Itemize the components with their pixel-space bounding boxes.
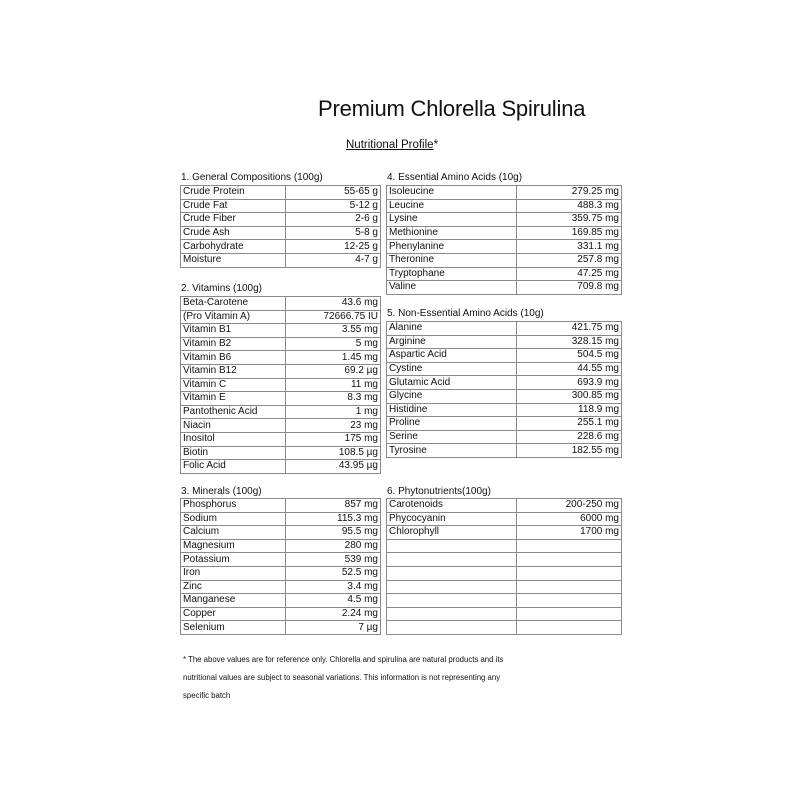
nonessential-amino-acids-table	[386, 321, 622, 458]
nutrient-value: 72666.75 IU	[286, 310, 381, 324]
nutrient-name: (Pro Vitamin A)	[181, 310, 286, 324]
table-row	[181, 240, 381, 254]
nutrient-name: Alanine	[387, 322, 517, 336]
nutrient-value: 359.75 mg	[517, 213, 622, 227]
nutrient-name: Magnesium	[181, 539, 286, 553]
nutrient-name: Biotin	[181, 446, 286, 460]
nutrient-value: 5-12 g	[286, 199, 381, 213]
nutrient-value: 857 mg	[286, 499, 381, 513]
section-title-general: 1. General Compositions (100g)	[181, 172, 323, 183]
nutrient-name	[387, 539, 517, 553]
nutrient-value: 4.5 mg	[286, 594, 381, 608]
nutrient-name: Lysine	[387, 213, 517, 227]
nutrient-value: 280 mg	[286, 539, 381, 553]
nutrient-name: Beta-Carotene	[181, 297, 286, 311]
nutrient-value	[517, 539, 622, 553]
table-row	[387, 335, 622, 349]
nutrient-value: 52.5 mg	[286, 566, 381, 580]
nutrient-name: Valine	[387, 281, 517, 295]
nutrient-value: 200-250 mg	[517, 499, 622, 513]
nutrient-name: Niacin	[181, 419, 286, 433]
phytonutrients-table	[386, 498, 622, 635]
nutrient-name: Tyrosine	[387, 444, 517, 458]
table-row	[181, 446, 381, 460]
nutrient-value	[517, 580, 622, 594]
table-row	[387, 607, 622, 621]
nutrient-name: Sodium	[181, 512, 286, 526]
table-row	[387, 281, 622, 295]
nutrient-value: 1700 mg	[517, 526, 622, 540]
table-row	[387, 267, 622, 281]
nutrient-name: Leucine	[387, 199, 517, 213]
nutrient-value: 118.9 mg	[517, 403, 622, 417]
nutrient-value: 709.8 mg	[517, 281, 622, 295]
nutrient-value: 421.75 mg	[517, 322, 622, 336]
nutrient-name: Vitamin B6	[181, 351, 286, 365]
nutrient-value: 175 mg	[286, 432, 381, 446]
nutrient-value: 255.1 mg	[517, 417, 622, 431]
table-row	[181, 324, 381, 338]
nutrient-name: Phenylanine	[387, 240, 517, 254]
page-title: Premium Chlorella Spirulina	[318, 96, 586, 121]
table-row	[387, 566, 622, 580]
nutrient-name: Glycine	[387, 389, 517, 403]
section-title-nonessential-amino: 5. Non-Essential Amino Acids (10g)	[387, 308, 544, 319]
table-row	[387, 580, 622, 594]
table-row	[387, 403, 622, 417]
nutrient-name: Vitamin B12	[181, 364, 286, 378]
nutrient-name: Potassium	[181, 553, 286, 567]
page-subtitle	[346, 139, 438, 151]
nutrient-value: 182.55 mg	[517, 444, 622, 458]
nutrient-name: Isoleucine	[387, 186, 517, 200]
table-row	[387, 186, 622, 200]
nutrient-value: 169.85 mg	[517, 226, 622, 240]
nutrient-name	[387, 580, 517, 594]
table-row	[387, 226, 622, 240]
nutrient-value: 95.5 mg	[286, 526, 381, 540]
table-row	[387, 499, 622, 513]
nutrient-name: Crude Protein	[181, 186, 286, 200]
nutrient-name	[387, 594, 517, 608]
table-row	[387, 553, 622, 567]
table-row	[387, 240, 622, 254]
table-row	[181, 253, 381, 267]
nutrient-value: 488.3 mg	[517, 199, 622, 213]
nutrient-value: 43.6 mg	[286, 297, 381, 311]
table-row	[181, 186, 381, 200]
nutrient-name	[387, 566, 517, 580]
nutrient-value: 2.24 mg	[286, 607, 381, 621]
nutrient-name: Cystine	[387, 362, 517, 376]
nutrient-value: 5-8 g	[286, 226, 381, 240]
table-row	[181, 553, 381, 567]
section-title-essential-amino: 4. Essential Amino Acids (10g)	[387, 172, 523, 183]
table-row	[181, 226, 381, 240]
nutrient-value: 1 mg	[286, 405, 381, 419]
nutrient-value: 228.6 mg	[517, 430, 622, 444]
table-row	[387, 539, 622, 553]
nutrient-value: 44.55 mg	[517, 362, 622, 376]
nutrient-name: Tryptophane	[387, 267, 517, 281]
footnote	[183, 651, 603, 705]
table-row	[387, 417, 622, 431]
table-row	[181, 566, 381, 580]
nutrient-name: Copper	[181, 607, 286, 621]
table-row	[181, 378, 381, 392]
table-row	[387, 594, 622, 608]
nutrient-name: Theronine	[387, 253, 517, 267]
table-row	[387, 512, 622, 526]
nutrient-name: Iron	[181, 566, 286, 580]
table-row	[181, 460, 381, 474]
table-row	[387, 389, 622, 403]
nutrient-value: 5 mg	[286, 337, 381, 351]
footnote-line: * The above values are for reference only. Chlorella and spirulina are natural products and its	[183, 655, 504, 664]
section-title-minerals: 3. Minerals (100g)	[181, 486, 262, 497]
nutrient-name: Carotenoids	[387, 499, 517, 513]
nutrient-value: 11 mg	[286, 378, 381, 392]
nutrient-value: 115.3 mg	[286, 512, 381, 526]
nutrient-name: Inositol	[181, 432, 286, 446]
table-row	[181, 392, 381, 406]
nutrient-name: Proline	[387, 417, 517, 431]
nutrient-value: 1.45 mg	[286, 351, 381, 365]
nutrient-value	[517, 553, 622, 567]
essential-amino-acids-table	[386, 185, 622, 295]
table-row	[387, 444, 622, 458]
table-row	[181, 580, 381, 594]
nutrient-name	[387, 621, 517, 635]
table-row	[387, 213, 622, 227]
nutrient-name: Selenium	[181, 621, 286, 635]
nutrient-name: Phosphorus	[181, 499, 286, 513]
table-row	[387, 349, 622, 363]
subtitle-text: Nutritional Profile	[346, 139, 434, 151]
nutrient-name: Carbohydrate	[181, 240, 286, 254]
nutrient-name: Arginine	[387, 335, 517, 349]
nutrient-name: Vitamin C	[181, 378, 286, 392]
nutrient-name: Vitamin B1	[181, 324, 286, 338]
nutrient-name: Crude Fiber	[181, 213, 286, 227]
table-row	[181, 499, 381, 513]
table-row	[181, 199, 381, 213]
footnote-line: specific batch	[183, 691, 231, 700]
nutrient-value: 43.95 µg	[286, 460, 381, 474]
table-row	[387, 430, 622, 444]
nutrient-value: 300.85 mg	[517, 389, 622, 403]
table-row	[387, 621, 622, 635]
nutrient-value: 7 µg	[286, 621, 381, 635]
nutrient-name: Histidine	[387, 403, 517, 417]
nutrient-value: 2-6 g	[286, 213, 381, 227]
nutrient-value: 3.55 mg	[286, 324, 381, 338]
nutrient-value	[517, 621, 622, 635]
nutrient-name: Phycocyanin	[387, 512, 517, 526]
nutrient-name: Zinc	[181, 580, 286, 594]
nutrient-value	[517, 594, 622, 608]
table-row	[387, 376, 622, 390]
nutrient-name: Pantothenic Acid	[181, 405, 286, 419]
nutrient-name: Manganese	[181, 594, 286, 608]
nutrient-name: Folic Acid	[181, 460, 286, 474]
nutrient-value: 69.2 µg	[286, 364, 381, 378]
table-row	[181, 526, 381, 540]
section-title-vitamins: 2. Vitamins (100g)	[181, 283, 262, 294]
nutrient-value: 328.15 mg	[517, 335, 622, 349]
nutrient-value: 4-7 g	[286, 253, 381, 267]
nutrient-value: 331.1 mg	[517, 240, 622, 254]
table-row	[181, 405, 381, 419]
nutrient-value: 23 mg	[286, 419, 381, 433]
table-row	[181, 594, 381, 608]
nutrient-value: 108.5 µg	[286, 446, 381, 460]
nutrient-name	[387, 607, 517, 621]
nutrient-name: Calcium	[181, 526, 286, 540]
table-row	[387, 526, 622, 540]
table-row	[181, 607, 381, 621]
nutrient-name: Vitamin B2	[181, 337, 286, 351]
nutrient-value: 47.25 mg	[517, 267, 622, 281]
nutrient-name: Aspartic Acid	[387, 349, 517, 363]
nutrient-value: 257.8 mg	[517, 253, 622, 267]
table-row	[387, 253, 622, 267]
table-row	[181, 621, 381, 635]
nutrient-value: 693.9 mg	[517, 376, 622, 390]
table-row	[181, 432, 381, 446]
nutrient-name: Vitamin E	[181, 392, 286, 406]
nutrient-name: Chlorophyll	[387, 526, 517, 540]
nutrient-name: Glutamic Acid	[387, 376, 517, 390]
nutrient-name: Crude Ash	[181, 226, 286, 240]
table-row	[181, 351, 381, 365]
table-row	[387, 362, 622, 376]
table-row	[387, 199, 622, 213]
nutrient-value: 3.4 mg	[286, 580, 381, 594]
table-row	[181, 419, 381, 433]
table-row	[181, 512, 381, 526]
table-row	[181, 310, 381, 324]
nutrient-value	[517, 566, 622, 580]
footnote-line: nutritional values are subject to seasonal variations. This information is not representing any	[183, 673, 501, 682]
minerals-table	[180, 498, 381, 635]
nutrient-value: 279.25 mg	[517, 186, 622, 200]
table-row	[181, 213, 381, 227]
nutrient-name	[387, 553, 517, 567]
nutrient-name: Crude Fat	[181, 199, 286, 213]
nutrient-value: 12-25 g	[286, 240, 381, 254]
general-compositions-table	[180, 185, 381, 268]
nutrient-value: 6000 mg	[517, 512, 622, 526]
subtitle-asterisk: *	[433, 139, 439, 151]
nutrient-value: 55-65 g	[286, 186, 381, 200]
table-row	[181, 364, 381, 378]
nutrient-name: Methionine	[387, 226, 517, 240]
nutrient-name: Moisture	[181, 253, 286, 267]
table-row	[181, 539, 381, 553]
vitamins-table	[180, 296, 381, 474]
table-row	[387, 322, 622, 336]
table-row	[181, 297, 381, 311]
nutrient-value: 539 mg	[286, 553, 381, 567]
nutrient-value	[517, 607, 622, 621]
nutrient-value: 504.5 mg	[517, 349, 622, 363]
section-title-phytonutrients: 6. Phytonutrients(100g)	[387, 486, 491, 497]
nutrient-value: 8.3 mg	[286, 392, 381, 406]
table-row	[181, 337, 381, 351]
nutrient-name: Serine	[387, 430, 517, 444]
